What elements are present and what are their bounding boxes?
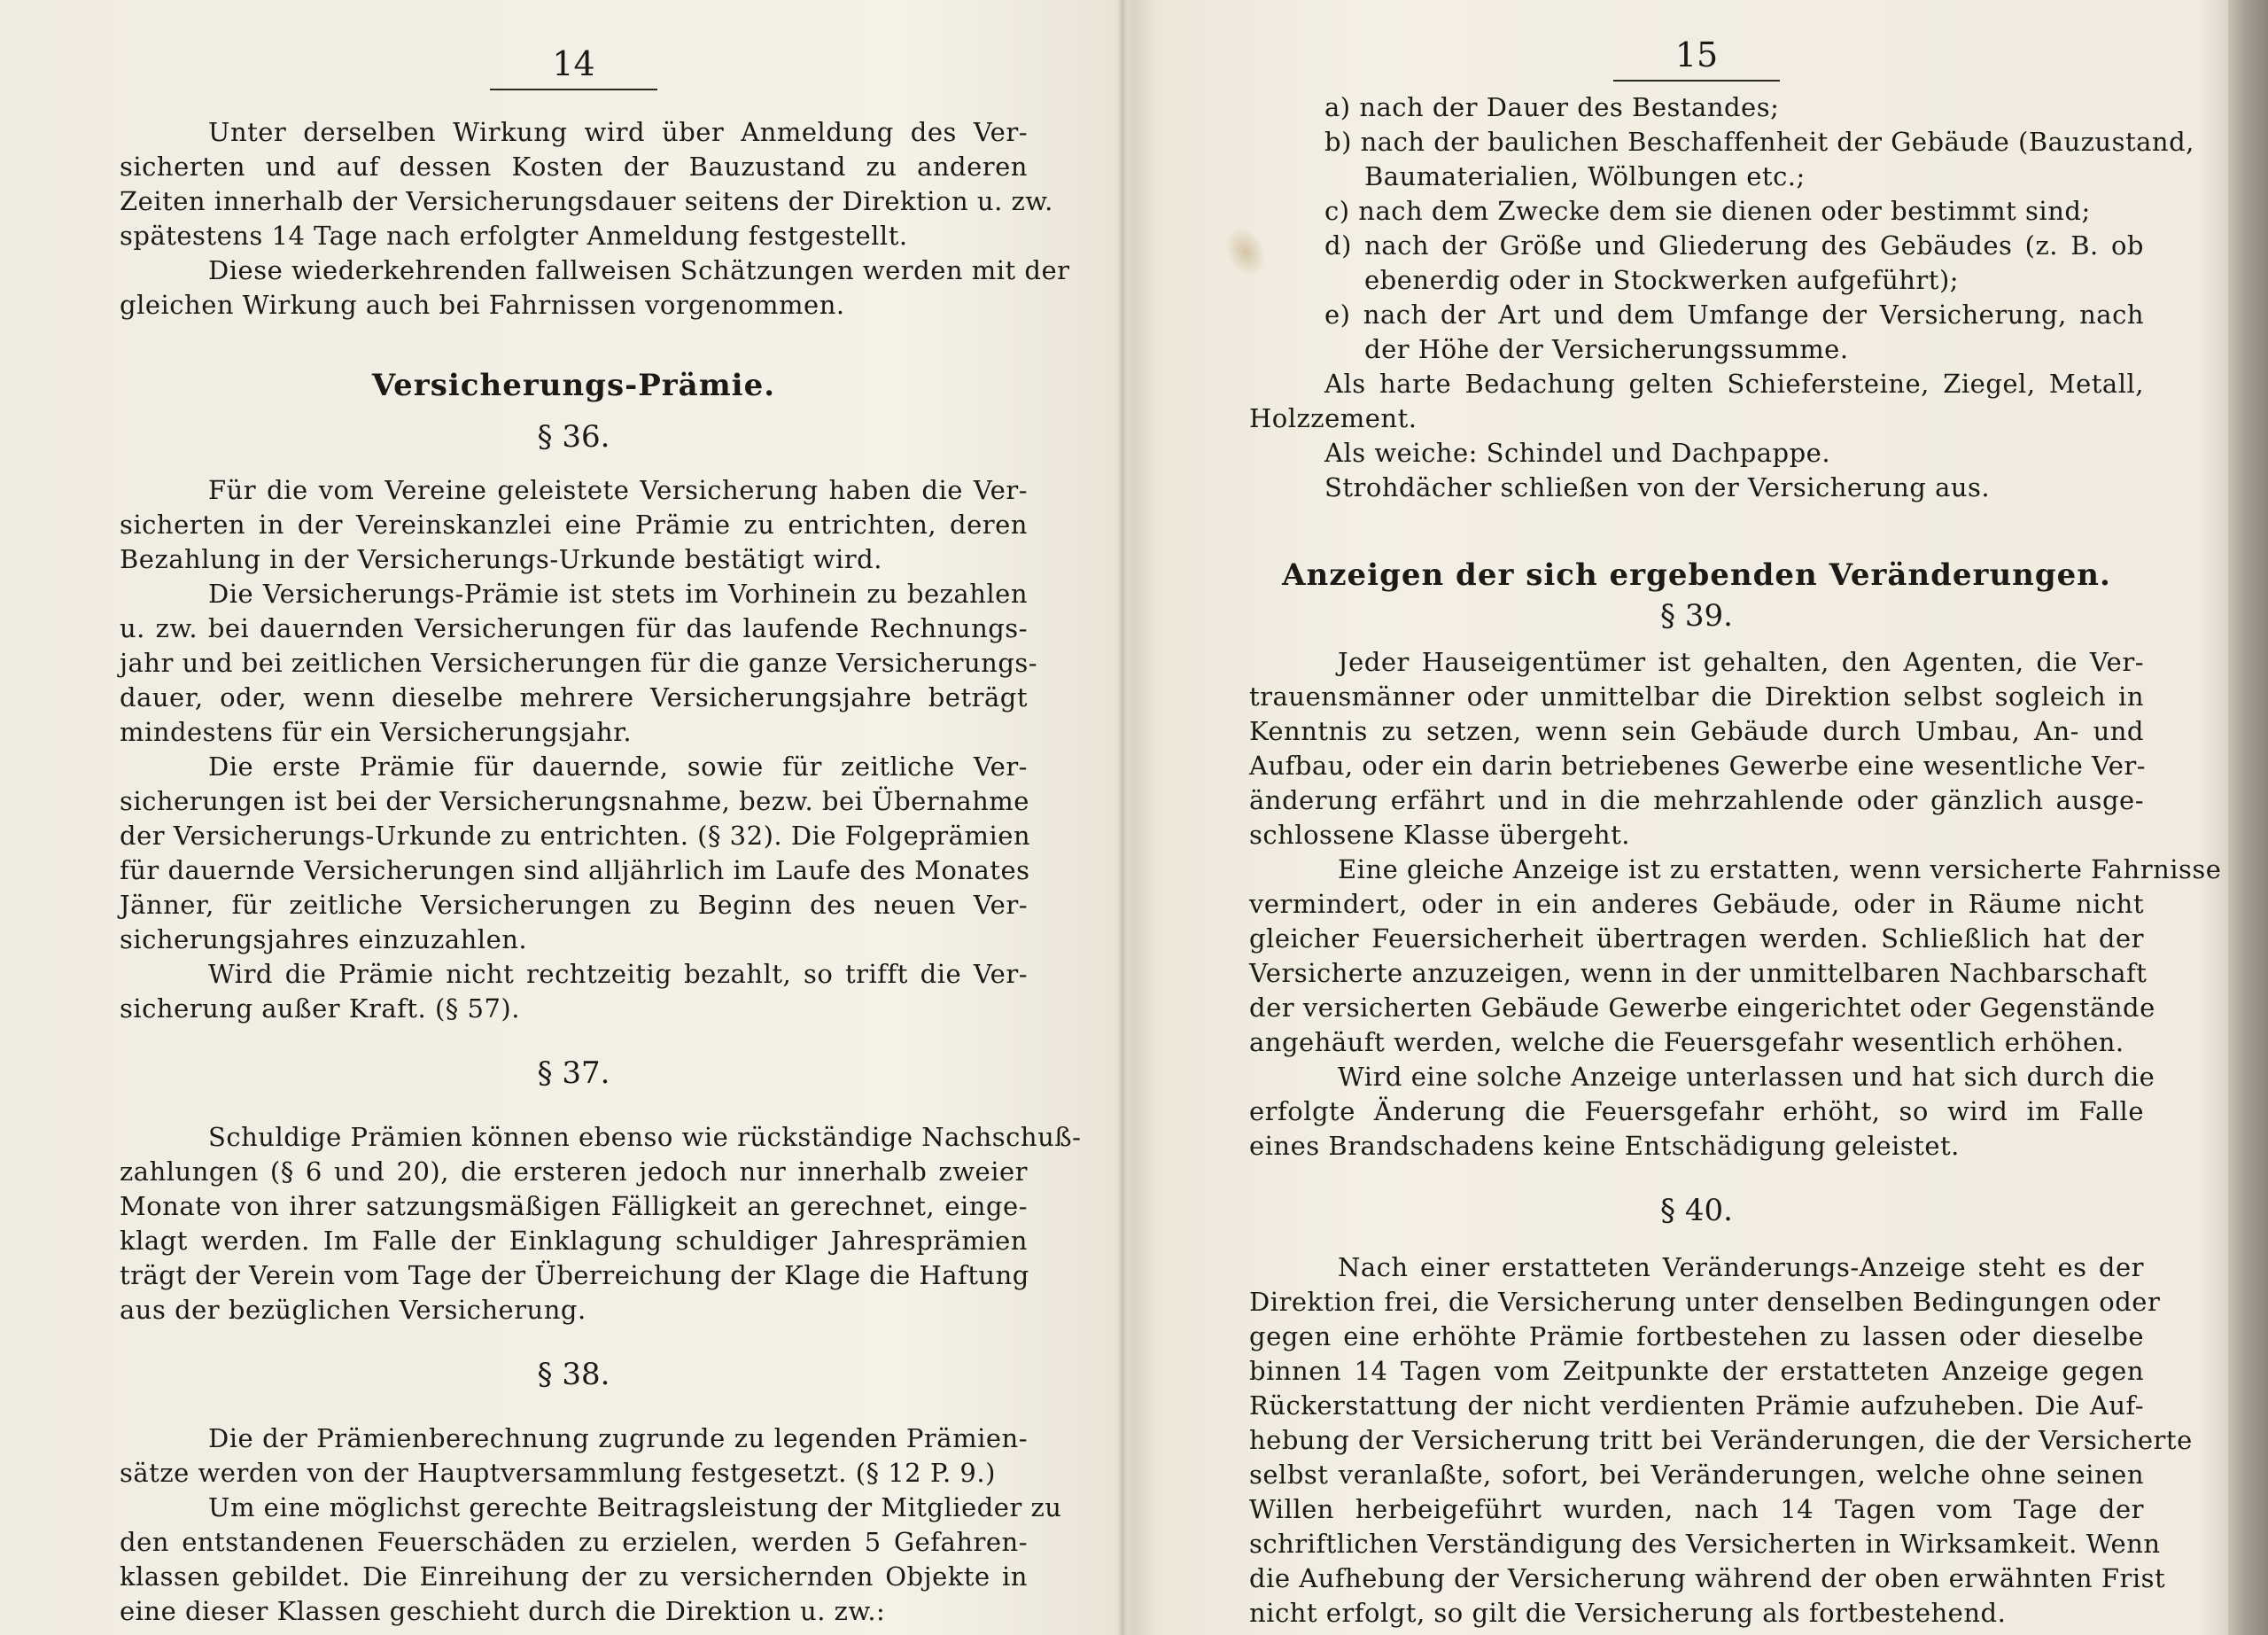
list-item: c) nach dem Zwecke dem sie dienen oder bestimmt sind; [1324,196,2091,226]
text-line: Für die vom Vereine geleistete Versicherung haben die Ver- [208,475,1028,505]
text-line: Monate von ihrer satzungsmäßigen Fälligkeit an gerechnet, einge- [120,1191,1028,1221]
text-line: zahlungen (§ 6 und 20), die ersteren jedoch nur innerhalb zweier [120,1156,1028,1187]
section-37-text [120,1120,1082,1327]
text-line: hebung der Versicherung tritt bei Veränderungen, die der Versicherte [1249,1425,2193,1455]
text-line: die Aufhebung der Versicherung während der oben erwähnten Frist [1249,1563,2166,1593]
text-line: klassen gebildet. Die Einreihung der zu versichernden Objekte in [120,1561,1028,1592]
text-line: Willen herbeigeführt wurden, nach 14 Tagen vom Tage der [1249,1494,2144,1524]
text-line: für dauernde Versicherungen sind alljährlich im Laufe des Monates [120,855,1030,885]
page-number-left: 14 [120,43,1028,85]
text-line: Zeiten innerhalb der Versicherungsdauer seitens der Direktion u. zw. [120,186,1053,216]
left-page [120,0,1082,1635]
text-line: dauer, oder, wenn dieselbe mehrere Versicherungsjahre beträgt [120,682,1028,712]
text-line: änderung erfährt und in die mehrzahlende oder gänzlich ausge- [1249,785,2144,815]
section-heading: Anzeigen der sich ergebenden Veränderungen. [1282,557,2111,593]
list-item-continuation: Baumaterialien, Wölbungen etc.; [1364,161,1806,191]
text-line: Eine gleiche Anzeige ist zu erstatten, wenn versicherte Fahrnisse [1338,854,2222,884]
text-line: Die Versicherungs-Prämie ist stets im Vorhinein zu bezahlen [208,579,1028,609]
text-line: Diese wiederkehrenden fallweisen Schätzungen werden mit der [208,255,1070,285]
text-line: sicherten und auf dessen Kosten der Bauzustand zu anderen [120,152,1028,182]
text-line: eines Brandschadens keine Entschädigung geleistet. [1249,1131,1960,1161]
paragraph-mark-37: § 37. [537,1055,610,1091]
text-line: der versicherten Gebäude Gewerbe eingerichtet oder Gegenstände [1249,993,2155,1023]
text-line: Direktion frei, die Versicherung unter denselben Bedingungen oder [1249,1287,2161,1317]
text-line: vermindert, oder in ein anderes Gebäude, oder in Räume nicht [1249,889,2144,919]
book-edge [2228,0,2268,1635]
text-line: Nach einer erstatteten Veränderungs-Anzeige steht es der [1338,1252,2144,1282]
right-page [1249,0,2222,1635]
section-39-text [1249,645,2222,1164]
page-number-right: 15 [1249,34,2144,76]
text-line: Kenntnis zu setzen, wenn sein Gebäude durch Umbau, An- und [1249,716,2144,746]
text-line: erfolgte Änderung die Feuersgefahr erhöht, so wird im Falle [1249,1096,2144,1126]
text-line: aus der bezüglichen Versicherung. [120,1295,586,1325]
classification-list [1249,90,2194,505]
text-line: Holzzement. [1249,403,1418,433]
book-gutter [1118,0,1127,1635]
paragraph-mark-39: § 39. [1660,598,1733,634]
list-item: d) nach der Größe und Gliederung des Gebäudes (z. B. ob [1324,230,2144,261]
text-line: Um eine möglichst gerechte Beitragsleistung der Mitglieder zu [208,1492,1062,1522]
text-line: selbst veranlaßte, sofort, bei Veränderungen, welche ohne seinen [1249,1460,2144,1490]
section-heading: Versicherungs-Prämie. [371,368,776,403]
text-line: eine dieser Klassen geschieht durch die Direktion u. zw.: [120,1596,886,1626]
text-line: Jeder Hauseigentümer ist gehalten, den Agenten, die Ver- [1338,647,2144,677]
paragraph-mark-36: § 36. [537,419,610,455]
paragraph-mark-40: § 40. [1660,1193,1733,1228]
text-line: Rückerstattung der nicht verdienten Prämie aufzuheben. Die Auf- [1249,1390,2144,1421]
text-line: gleichen Wirkung auch bei Fahrnissen vorgenommen. [120,290,845,320]
text-line: Bezahlung in der Versicherungs-Urkunde bestätigt wird. [120,544,882,574]
text-line: sicherten in der Vereinskanzlei eine Prämie zu entrichten, deren [120,510,1028,540]
text-line: klagt werden. Im Falle der Einklagung schuldiger Jahresprämien [120,1226,1028,1256]
text-line: der Versicherungs-Urkunde zu entrichten. (§ 32). Die Folgeprämien [120,821,1031,851]
text-line: schlossene Klasse übergeht. [1249,820,1630,850]
list-item: a) nach der Dauer des Bestandes; [1324,92,1780,122]
section-36-text [120,473,1038,1026]
text-line: Versicherte anzuzeigen, wenn in der unmittelbaren Nachbarschaft [1249,958,2148,988]
text-line: spätestens 14 Tage nach erfolgter Anmeldung festgestellt. [120,221,908,251]
text-line: Unter derselben Wirkung wird über Anmeldung des Ver- [208,117,1028,147]
text-line: sicherung außer Kraft. (§ 57). [120,993,520,1024]
text-line: trägt der Verein vom Tage der Überreichung der Klage die Haftung [120,1260,1029,1290]
section-40-text [1249,1250,2193,1631]
list-item-continuation: ebenerdig oder in Stockwerken aufgeführt); [1364,265,1960,295]
text-line: u. zw. bei dauernden Versicherungen für das laufende Rechnungs- [120,613,1028,643]
text-line: binnen 14 Tagen vom Zeitpunkte der erstatteten Anzeige gegen [1249,1356,2144,1386]
text-line: Wird die Prämie nicht rechtzeitig bezahlt, so trifft die Ver- [208,959,1028,989]
paragraph-mark-38: § 38. [537,1357,610,1392]
list-item: e) nach der Art und dem Umfange der Versicherung, nach [1324,300,2144,330]
text-line: Als harte Bedachung gelten Schiefersteine, Ziegel, Metall, [1324,369,2144,399]
text-line: gleicher Feuersicherheit übertragen werden. Schließlich hat der [1249,923,2144,954]
text-line: trauensmänner oder unmittelbar die Direktion selbst sogleich in [1249,681,2144,712]
section-38-text [120,1421,1062,1629]
text-line: Wird eine solche Anzeige unterlassen und hat sich durch die [1338,1062,2155,1092]
text-line: sätze werden von der Hauptversammlung festgesetzt. (§ 12 P. 9.) [120,1458,996,1488]
text-line: sicherungsjahres einzuzahlen. [120,924,528,954]
text-line: schriftlichen Verständigung des Versicherten in Wirksamkeit. Wenn [1249,1529,2161,1559]
text-line: Jänner, für zeitliche Versicherungen zu Beginn des neuen Ver- [120,890,1028,920]
text-line: Schuldige Prämien können ebenso wie rückständige Nachschuß- [208,1122,1082,1152]
text-line: Als weiche: Schindel und Dachpappe. [1324,438,1831,468]
text-line: gegen eine erhöhte Prämie fortbestehen zu lassen oder dieselbe [1249,1321,2144,1351]
text-line: mindestens für ein Versicherungsjahr. [120,717,633,747]
text-line: jahr und bei zeitlichen Versicherungen für die ganze Versicherungs- [120,648,1038,678]
text-line: Aufbau, oder ein darin betriebenes Gewerbe eine wesentliche Ver- [1249,751,2147,781]
text-line: Die der Prämienberechnung zugrunde zu legenden Prämien- [208,1423,1028,1453]
text-line: nicht erfolgt, so gilt die Versicherung als fortbestehend. [1249,1598,2007,1628]
text-line: Die erste Prämie für dauernde, sowie für zeitliche Ver- [208,751,1028,782]
list-item-continuation: der Höhe der Versicherungssumme. [1364,334,1849,364]
text-line: sicherungen ist bei der Versicherungsnahme, bezw. bei Übernahme [120,786,1029,816]
intro-paragraph [120,115,1070,323]
text-line: angehäuft werden, welche die Feuersgefahr wesentlich erhöhen. [1249,1027,2124,1057]
text-line: den entstandenen Feuerschäden zu erzielen, werden 5 Gefahren- [120,1527,1028,1557]
list-item: b) nach der baulichen Beschaffenheit der Gebäude (Bauzustand, [1324,127,2194,157]
text-line: Strohdächer schließen von der Versicherung aus. [1324,472,1991,502]
